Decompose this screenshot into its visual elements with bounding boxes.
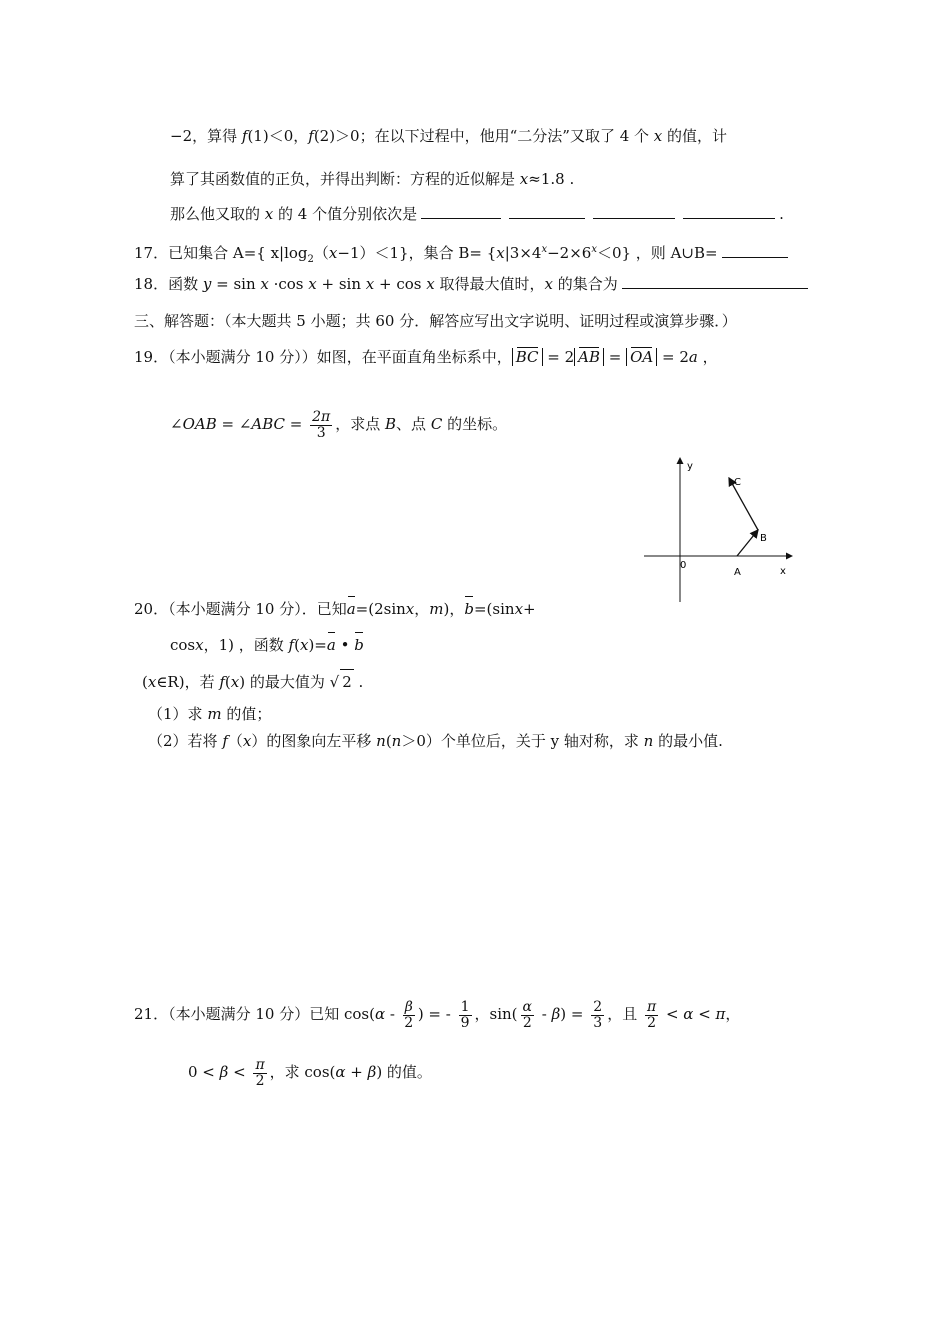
question-20-part1 <box>148 702 271 726</box>
fraction-1-9 <box>459 1000 472 1030</box>
text: x <box>519 170 529 188</box>
text: x <box>230 673 240 691</box>
vector-b: b <box>354 633 364 657</box>
text: + cos <box>374 275 427 293</box>
text: x <box>541 244 548 255</box>
answer-blank-2[interactable] <box>509 202 585 219</box>
text: - <box>537 1005 552 1023</box>
text: （2）若将 <box>148 732 223 750</box>
text: ·cos <box>268 275 309 293</box>
point-a-label: A <box>734 567 741 578</box>
text: x <box>591 244 597 255</box>
text: n <box>391 732 402 750</box>
text: ∈R)，若 <box>156 673 220 691</box>
text: + sin <box>316 275 366 293</box>
question-17 <box>134 238 792 272</box>
text: 2 <box>522 1014 532 1031</box>
fraction-2-3 <box>591 1000 604 1030</box>
text: ）的图象向左平移 <box>251 732 377 750</box>
text: ) 的值。 <box>376 1063 432 1081</box>
text: ， <box>697 348 718 366</box>
text: ) = <box>560 1005 589 1023</box>
text: x <box>147 673 157 691</box>
text: ( <box>142 673 148 691</box>
text: 取得最大值时， <box>434 275 545 293</box>
text: x <box>426 275 435 293</box>
text: |3×4 <box>504 244 542 262</box>
text: 19．（本小题满分 10 分））如图，在平面直角坐标系中， <box>134 348 512 366</box>
text: x <box>405 600 415 618</box>
text: x <box>496 244 505 262</box>
text: )， <box>443 600 465 618</box>
text: ，且 <box>607 1005 642 1023</box>
text: a <box>688 348 698 366</box>
question-20-line1 <box>134 597 536 621</box>
text: 的最小值. <box>653 732 723 750</box>
text: ，求点 <box>335 415 385 433</box>
abs-ab <box>574 348 604 366</box>
text: (1)＜0， <box>247 127 309 145</box>
text: α <box>522 998 533 1015</box>
text: m <box>429 600 444 618</box>
text: B <box>385 415 397 433</box>
text: ≈1.8 . <box>528 170 575 188</box>
question-21-line1 <box>134 994 740 1034</box>
q16-line1 <box>170 124 727 148</box>
text: 3 <box>593 1014 603 1031</box>
text: f <box>288 636 295 654</box>
text: x <box>242 732 252 750</box>
text: 2 <box>255 1072 265 1089</box>
fraction-alpha-2 <box>521 1000 534 1030</box>
text: )= <box>308 636 327 654</box>
text: 算了其函数值的正负，并得出判断：方程的近似解是 <box>170 170 520 188</box>
text: . <box>779 205 784 223</box>
text: 0 < <box>188 1063 220 1081</box>
text: C <box>430 415 443 433</box>
text: 的值； <box>221 705 272 723</box>
vector-a: a <box>347 597 356 621</box>
fraction-2pi-3 <box>310 410 332 440</box>
text: （ <box>313 244 329 262</box>
text: 9 <box>460 1014 470 1031</box>
text: π <box>646 998 657 1015</box>
text: m <box>207 705 222 723</box>
text: β <box>551 1005 561 1023</box>
text: 的值，计 <box>662 127 728 145</box>
text: f <box>219 673 225 691</box>
sqrt-value: 2 <box>340 669 354 694</box>
text: 那么他又取的 <box>170 205 265 223</box>
text: < <box>661 1005 684 1023</box>
answer-blank-1[interactable] <box>421 202 501 219</box>
text: ( <box>385 732 392 750</box>
text: ( <box>294 636 300 654</box>
q16-line2 <box>170 167 574 191</box>
vector-oa: OA <box>630 348 654 366</box>
text: 2 <box>307 254 314 265</box>
text: - <box>385 1005 400 1023</box>
text: ， <box>414 600 430 618</box>
text: = 2 <box>542 348 575 366</box>
vector-bc: BC <box>515 348 539 366</box>
x-label: x <box>780 566 786 577</box>
text: 18．函数 <box>134 275 203 293</box>
fraction-pi-2 <box>645 1000 658 1030</box>
fraction-pi-2 <box>253 1058 266 1088</box>
text: f <box>222 732 228 750</box>
text: 2π <box>312 408 331 425</box>
text: • <box>335 636 355 654</box>
text: + <box>523 600 536 618</box>
question-20-line3: (x∈R)，若 f(x) 的最大值为 √ 2 . <box>142 669 363 694</box>
text: f <box>241 127 248 145</box>
text: α <box>374 1005 386 1023</box>
text: x <box>544 275 553 293</box>
question-19-line1 <box>134 345 718 369</box>
text: + <box>345 1063 368 1081</box>
question-19-line2 <box>170 404 507 444</box>
text: x <box>653 127 663 145</box>
q16-line3 <box>170 202 784 226</box>
text: ( <box>224 673 231 691</box>
vector-b: b <box>464 597 474 621</box>
text: n <box>376 732 386 750</box>
text: π <box>255 1056 265 1073</box>
text: β <box>404 998 413 1015</box>
text: ) = - <box>417 1005 456 1023</box>
text: 的 4 个值分别依次是 <box>273 205 418 223</box>
text: ＞0）个单位后，关于 y 轴对称，求 <box>401 732 644 750</box>
text: 17．已知集合 A={ x|log <box>134 244 308 262</box>
text: −2×6 <box>547 244 592 262</box>
text: ∠OAB = ∠ABC = <box>170 415 308 433</box>
text: ) 的最大值为 <box>239 673 330 691</box>
text: 、点 <box>396 415 431 433</box>
question-21-line2 <box>188 1052 432 1092</box>
text: x <box>195 636 204 654</box>
text: (2)＞0；在以下过程中，他用“二分法”又取了 4 个 <box>313 127 654 145</box>
text: ， <box>725 1005 741 1023</box>
text: y <box>202 275 212 293</box>
text: x <box>514 600 524 618</box>
vector-a-to-b <box>737 530 758 556</box>
text: π <box>715 1005 726 1023</box>
question-20-line2 <box>170 633 364 657</box>
text: 2 <box>404 1014 414 1031</box>
abs-oa <box>626 348 657 366</box>
origin-label: 0 <box>680 560 687 571</box>
text: 21．（本小题满分 10 分）已知 cos( <box>134 1005 375 1023</box>
coordinate-figure <box>640 452 800 607</box>
text: = sin <box>211 275 261 293</box>
text: 20．（本小题满分 10 分）．已知 <box>134 600 347 618</box>
text: = 2 <box>657 348 689 366</box>
text: = <box>604 348 627 366</box>
text: x <box>308 275 317 293</box>
text: x <box>365 275 375 293</box>
text: cos <box>170 636 196 654</box>
text: −1）＜1}，集合 B= { <box>337 244 497 262</box>
section-3-heading <box>134 309 737 333</box>
question-20-part2 <box>148 729 723 753</box>
text: ，sin( <box>474 1005 518 1023</box>
text: =(sin <box>473 600 515 618</box>
text: =(2sin <box>355 600 406 618</box>
text: . <box>353 673 364 691</box>
text: ，1) ，函数 <box>203 636 289 654</box>
text: （ <box>227 732 243 750</box>
answer-blank-4[interactable] <box>683 202 775 219</box>
text: 的坐标。 <box>442 415 508 433</box>
text: f <box>308 127 314 145</box>
abs-bc <box>512 348 543 366</box>
text: α <box>335 1063 346 1081</box>
text: 2 <box>593 998 603 1015</box>
text: x <box>299 636 309 654</box>
text: α <box>683 1005 694 1023</box>
text: 三、解答题：（本大题共 5 小题；共 60 分．解答应写出文字说明、证明过程或演算步骤．） <box>134 312 737 330</box>
text: ＜0} ，则 A∪B= <box>596 244 718 262</box>
text: −2，算得 <box>170 127 242 145</box>
fraction-beta-2 <box>403 1000 415 1030</box>
answer-blank-17[interactable] <box>722 241 788 258</box>
text: β <box>219 1063 229 1081</box>
text: 的集合为 <box>552 275 618 293</box>
y-label: y <box>687 461 693 472</box>
text: n <box>643 732 654 750</box>
text: x <box>328 244 338 262</box>
answer-blank-3[interactable] <box>593 202 675 219</box>
text: β <box>367 1063 377 1081</box>
text: < <box>228 1063 251 1081</box>
text: 3 <box>316 424 326 441</box>
text: ，求 cos( <box>269 1063 336 1081</box>
point-c-label: C <box>734 477 741 488</box>
text: < <box>693 1005 716 1023</box>
text: 1 <box>460 998 470 1015</box>
question-18 <box>134 272 812 296</box>
text: x <box>264 205 274 223</box>
text: （1）求 <box>148 705 208 723</box>
vector-a: a <box>327 633 336 657</box>
answer-blank-18[interactable] <box>622 272 808 289</box>
vector-ab: AB <box>578 348 601 366</box>
text: x <box>260 275 269 293</box>
text: 2 <box>647 1014 657 1031</box>
point-b-label: B <box>760 533 767 544</box>
